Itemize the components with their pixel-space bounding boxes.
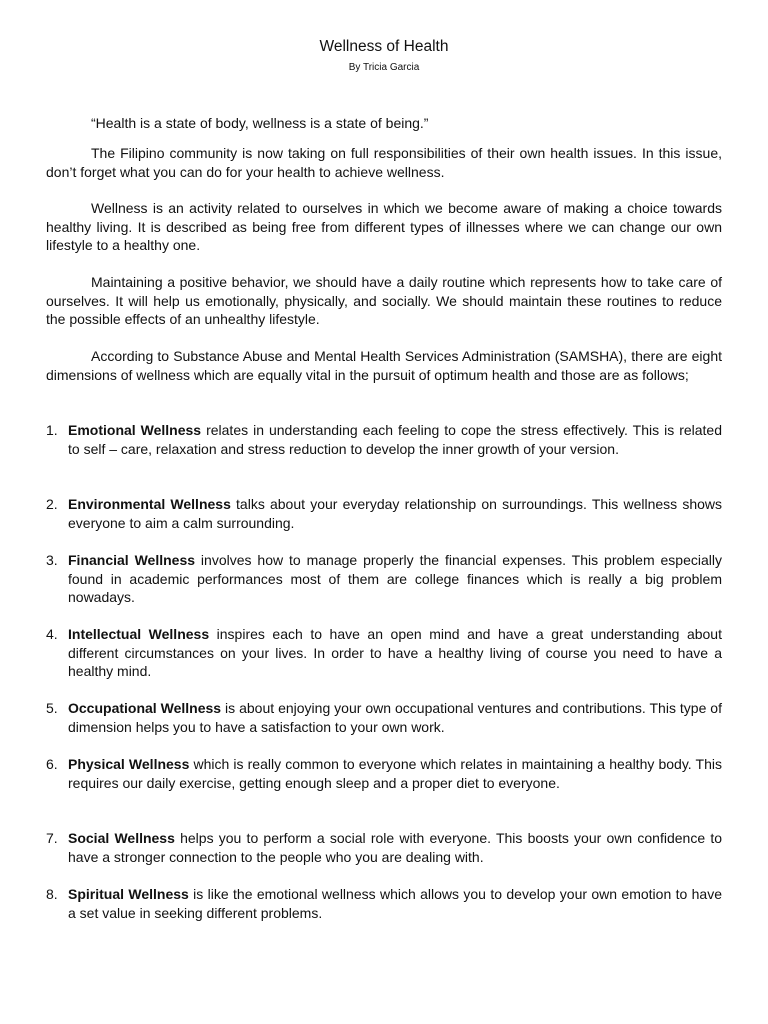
list-item-text: helps you to perform a social role with everyone. This boosts your own confidence to have a stronger connection to the people who you are dealing with. bbox=[68, 830, 722, 865]
list-item-term: Occupational Wellness bbox=[68, 700, 222, 716]
list-item-number: 6. bbox=[46, 756, 58, 772]
list-item-number: 3. bbox=[46, 552, 58, 568]
paragraph-wellness-definition: Wellness is an activity related to ourselves in which we become aware of making a choice towards healthy living. It is described as being free from different types of illnesses where we can change our own lifestyle to a healthy one. bbox=[46, 200, 722, 253]
list-item-text: talks about your everyday relationship on surroundings. This wellness shows everyone to aim a calm surrounding. bbox=[68, 496, 722, 531]
list-item-text: inspires each to have an open mind and have a great understanding about different circumstances on your lives. In order to have a healthy living of course you need to have a healthy mind. bbox=[68, 626, 722, 679]
list-item bbox=[46, 625, 722, 681]
list-item bbox=[46, 699, 722, 736]
list-item-text: is about enjoying your own occupational ventures and contributions. This type of dimension helps you to have a satisfaction to your own work. bbox=[68, 700, 722, 735]
list-item-number: 4. bbox=[46, 626, 58, 642]
list-item-term: Spiritual Wellness bbox=[68, 886, 189, 902]
list-item-number: 2. bbox=[46, 496, 58, 512]
list-item-term: Social Wellness bbox=[68, 830, 175, 846]
list-item-term: Physical Wellness bbox=[68, 756, 190, 772]
paragraph-samsha: According to Substance Abuse and Mental Health Services Administration (SAMSHA), there are eight dimensions of wellness which are equally vital in the pursuit of optimum health and those are as follows; bbox=[46, 348, 722, 383]
list-item-term: Financial Wellness bbox=[68, 552, 196, 568]
list-item-text: is like the emotional wellness which allows you to develop your own emotion to have a set value in seeking different problems. bbox=[68, 886, 722, 921]
list-item-number: 8. bbox=[46, 886, 58, 902]
list-item-number: 1. bbox=[46, 422, 58, 438]
list-item-term: Emotional Wellness bbox=[68, 422, 202, 438]
list-item-term: Environmental Wellness bbox=[68, 496, 231, 512]
list-item-text: which is really common to everyone which relates in maintaining a healthy body. This requires our daily exercise, getting enough sleep and a proper diet to everyone. bbox=[68, 756, 722, 791]
opening-quote: “Health is a state of body, wellness is a state of being.” bbox=[91, 115, 429, 131]
list-item bbox=[46, 495, 722, 532]
list-item bbox=[46, 885, 722, 922]
paragraph-daily-routine: Maintaining a positive behavior, we should have a daily routine which represents how to take care of ourselves. It will help us emotionally, physically, and socially. We should maintain these routines to reduce the possible effects of an unhealthy lifestyle. bbox=[46, 274, 722, 327]
list-item-term: Intellectual Wellness bbox=[68, 626, 210, 642]
paragraph-intro: The Filipino community is now taking on full responsibilities of their own health issues. In this issue, don’t forget what you can do for your health to achieve wellness. bbox=[46, 145, 722, 180]
list-item-text: relates in understanding each feeling to cope the stress effectively. This is related to self – care, relaxation and stress reduction to develop the inner growth of your version. bbox=[68, 422, 722, 457]
list-item bbox=[46, 829, 722, 866]
list-item-number: 5. bbox=[46, 700, 58, 716]
list-item-number: 7. bbox=[46, 830, 58, 846]
author-byline: By Tricia Garcia bbox=[348, 62, 420, 73]
document-title: Wellness of Health bbox=[319, 38, 449, 55]
list-item-text: involves how to manage properly the financial expenses. This problem especially found in academic performances most of them are college finances which is really a big problem nowadays. bbox=[68, 552, 722, 605]
list-item bbox=[46, 551, 722, 607]
list-item bbox=[46, 421, 722, 458]
list-item bbox=[46, 755, 722, 792]
